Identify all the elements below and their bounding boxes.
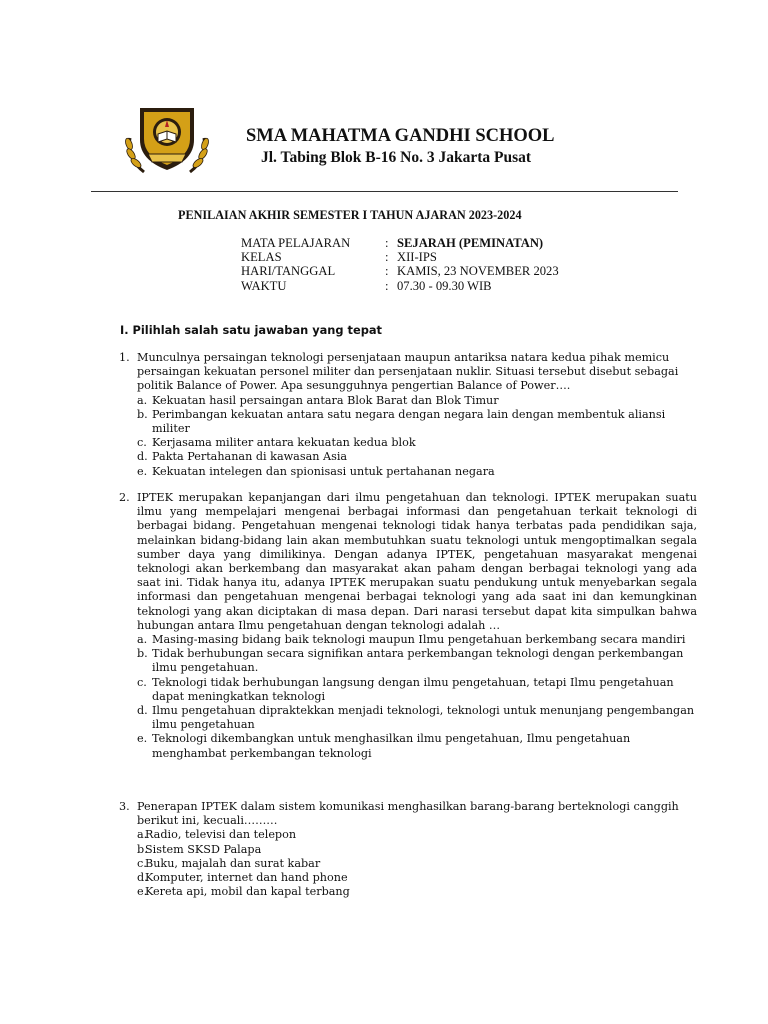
option-text: Kerjasama militer antara kekuatan kedua blok [152, 436, 416, 450]
option-text: Komputer, internet dan hand phone [145, 871, 348, 885]
option-letter: b. [137, 647, 148, 661]
question-2 [119, 491, 697, 761]
question-1 [119, 351, 697, 479]
option-letter: a. [137, 828, 148, 842]
option-letter: e. [137, 885, 148, 899]
info-label: KELAS [241, 250, 282, 265]
question-text: Munculnya persaingan teknologi persenjataan maupun antariksa natara kedua pihak memicu persaingan kekuatan personel militer dan persenjataan nuklir. Situasi tersebut disebut sebagai politik Balance of Power. Apa sesungguhnya pengertian Balance of Power…. [137, 351, 679, 393]
question-text: IPTEK merupakan kepanjangan dari ilmu pengetahuan dan teknologi. IPTEK merupakan suatu ilmu yang mempelajari mengenai berbagai informasi dan pengetahuan terkait teknologi di berbagai bidang. Pengetahuan mengenai teknologi tidak hanya terbatas pada pendidikan saja, melainkan bidang-bidang lain akan membutuhkan suatu teknologi untuk mengoptimalkan segala sumber daya yang dimilikinya. Dengan adanya IPTEK, pengetahuan masyarakat mengenai teknologi akan berkembang dan masyarakat akan paham dengan berbagai teknologi yang ada saat ini. Tidak hanya itu, adanya IPTEK merupakan suatu pendukung untuk menyebarkan segala informasi dan pengetahuan mengenai berbagai teknologi yang ada saat ini dan kemungkinan teknologi yang akan diciptakan di masa depan. Dari narasi tersebut dapat kita simpulkan bahwa hubungan antara Ilmu pengetahuan dengan teknologi adalah … [137, 491, 697, 632]
answer-option-c[interactable] [119, 857, 697, 871]
question-number: 3. [119, 800, 130, 813]
option-text: Tidak berhubungan secara signifikan antara perkembangan teknologi dengan perkembangan ilmu pengetahuan. [152, 647, 684, 675]
school-address: Jl. Tabing Blok B-16 No. 3 Jakarta Pusat [261, 149, 532, 166]
school-name: SMA MAHATMA GANDHI SCHOOL [246, 126, 555, 146]
question-number: 2. [119, 491, 130, 504]
exam-title: PENILAIAN AKHIR SEMESTER I TAHUN AJARAN 2023-2024 [178, 208, 522, 222]
info-label: HARI/TANGGAL [241, 264, 336, 279]
answer-option-e[interactable] [119, 885, 697, 899]
info-colon: : [385, 264, 389, 279]
option-text: Perimbangan kekuatan antara satu negara dengan negara lain dengan membentuk aliansi militer [152, 407, 666, 436]
info-value: 07.30 - 09.30 WIB [397, 278, 492, 293]
info-colon: : [385, 278, 389, 293]
header-divider [91, 191, 678, 192]
option-text: Kereta api, mobil dan kapal terbang [145, 885, 350, 899]
answer-option-e[interactable] [119, 732, 697, 760]
option-letter: e. [137, 732, 148, 746]
option-letter: c. [137, 856, 147, 870]
option-letter: b. [137, 407, 148, 421]
option-text: Buku, majalah dan surat kabar [145, 856, 321, 870]
option-text: Pakta Pertahanan di kawasan Asia [152, 450, 348, 464]
info-colon: : [385, 250, 389, 265]
answer-option-c[interactable] [119, 436, 697, 450]
option-letter: b. [137, 842, 148, 856]
info-label: MATA PELAJARAN [241, 236, 351, 250]
answer-option-a[interactable] [119, 828, 697, 842]
info-label: WAKTU [241, 278, 287, 293]
answer-option-a[interactable] [119, 633, 697, 647]
question-number: 1. [119, 351, 130, 364]
option-text: Radio, televisi dan telepon [145, 828, 297, 842]
option-text: Ilmu pengetahuan dipraktekkan menjadi teknologi, teknologi untuk menunjang pengembangan ilmu pengetahuan [152, 704, 695, 732]
answer-option-b[interactable] [119, 843, 697, 857]
info-value: KAMIS, 23 NOVEMBER 2023 [397, 264, 559, 279]
answer-option-d[interactable] [119, 450, 697, 464]
info-value: XII-IPS [397, 250, 437, 265]
option-text: Sistem SKSD Palapa [145, 842, 262, 856]
option-text: Teknologi dikembangkan untuk menghasilkan ilmu pengetahuan, Ilmu pengetahuan menghambat perkembangan teknologi [152, 732, 631, 760]
answer-option-d[interactable] [119, 704, 697, 732]
question-3 [119, 800, 697, 899]
school-logo-icon [120, 98, 214, 178]
option-text: Kekuatan intelegen dan spionisasi untuk pertahanan negara [152, 464, 495, 478]
answer-option-d[interactable] [119, 871, 697, 885]
answer-option-b[interactable] [119, 647, 697, 675]
option-letter: d. [137, 871, 148, 885]
info-colon: : [385, 236, 389, 250]
option-text: Masing-masing bidang baik teknologi maupun Ilmu pengetahuan berkembang secara mandiri [152, 633, 686, 647]
option-letter: a. [137, 393, 148, 407]
question-text: Penerapan IPTEK dalam sistem komunikasi menghasilkan barang-barang berteknologi canggih berikut ini, kecuali……… [137, 800, 679, 828]
answer-option-b[interactable] [119, 408, 697, 436]
answer-options [119, 394, 697, 479]
option-letter: d. [137, 450, 148, 464]
section-heading: I. Pilihlah salah satu jawaban yang tepat [120, 323, 382, 337]
answer-options [119, 633, 697, 761]
info-value: SEJARAH (PEMINATAN) [397, 236, 544, 250]
answer-option-a[interactable] [119, 394, 697, 408]
answer-option-e[interactable] [119, 465, 697, 479]
answer-option-c[interactable] [119, 676, 697, 704]
option-text: Kekuatan hasil persaingan antara Blok Barat dan Blok Timur [152, 393, 499, 407]
option-letter: c. [137, 675, 147, 689]
option-letter: c. [137, 436, 147, 450]
option-letter: a. [137, 633, 148, 647]
option-letter: e. [137, 464, 148, 478]
option-text: Teknologi tidak berhubungan langsung dengan ilmu pengetahuan, tetapi Ilmu pengetahuan dapat meningkatkan teknologi [152, 675, 674, 703]
answer-options [119, 828, 697, 899]
option-letter: d. [137, 704, 148, 718]
